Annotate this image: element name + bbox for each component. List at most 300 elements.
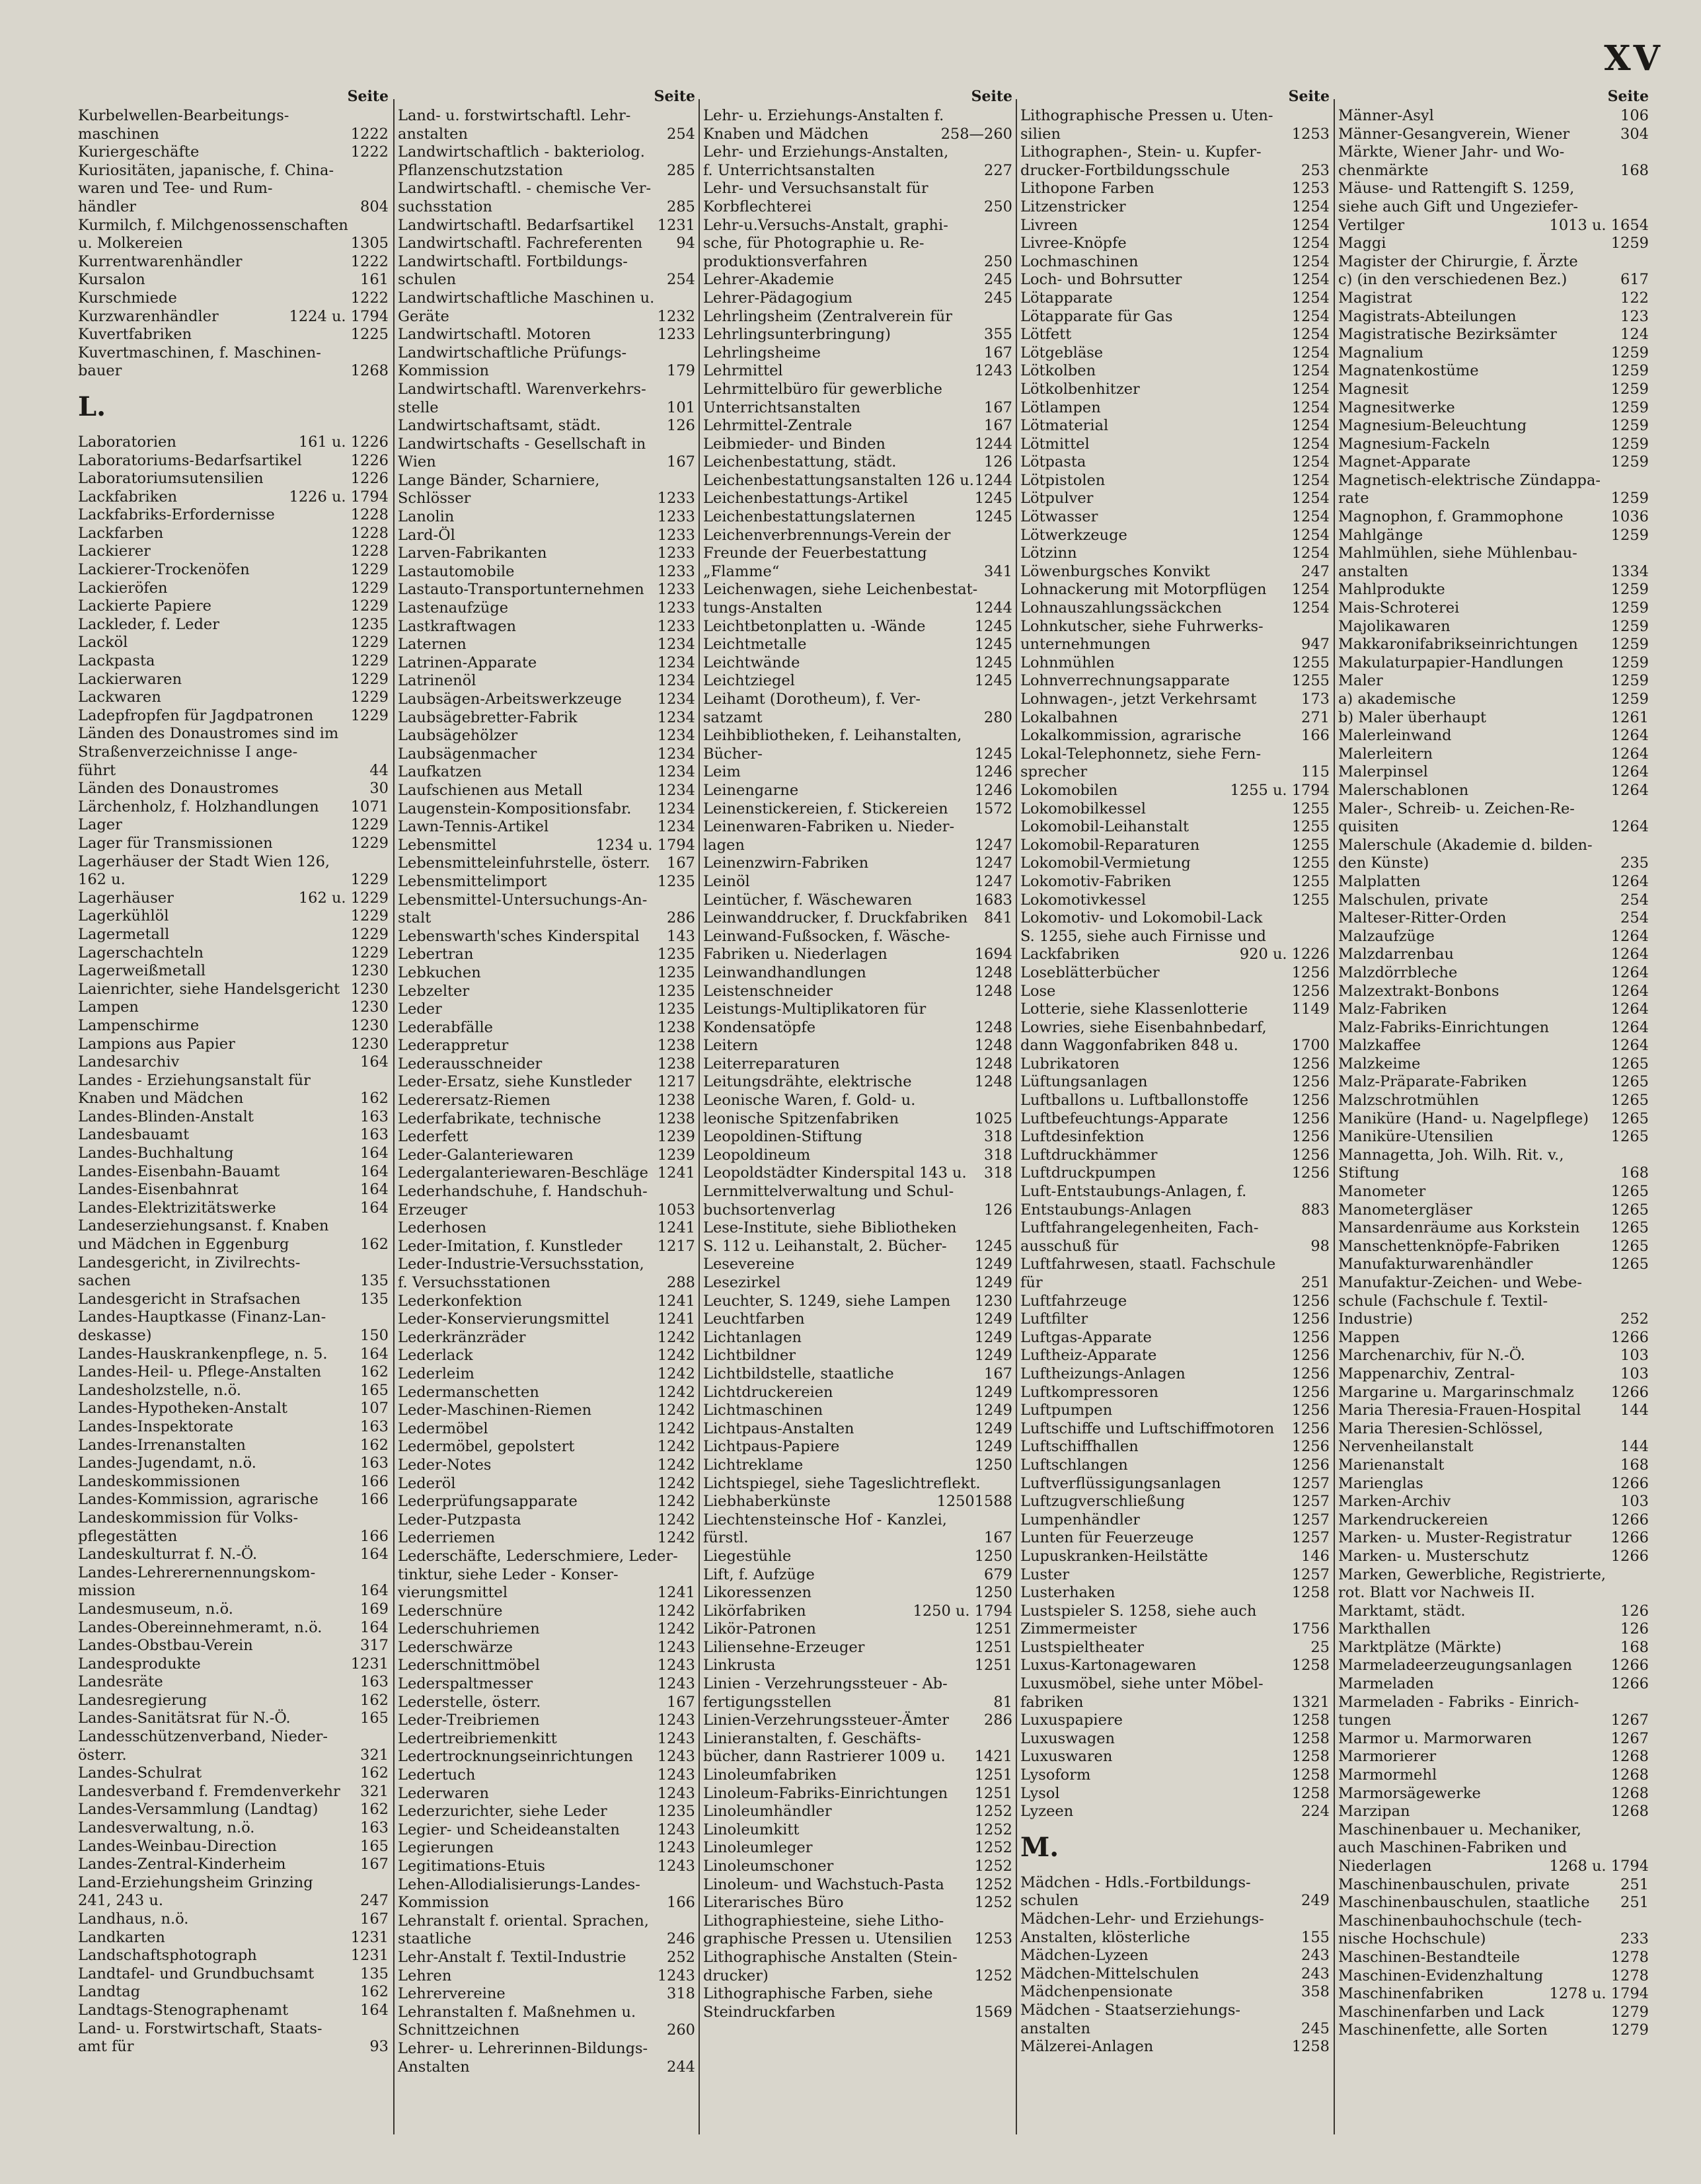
entry-term: Lochmaschinen (1020, 252, 1139, 270)
index-entry (1020, 946, 1330, 964)
entry-term: Lötpistolen (1020, 471, 1106, 489)
index-entry (78, 707, 389, 726)
entry-page-ref: 1250 (974, 1584, 1012, 1602)
entry-page-ref: 1259 (1610, 526, 1649, 544)
index-entry (1338, 344, 1649, 363)
index-entry (703, 1785, 1012, 1803)
index-entry (703, 1347, 1012, 1365)
section-letter (78, 381, 389, 433)
entry-term: Landtags-Stenographenamt (78, 2001, 289, 2019)
section-letter-text: L. (78, 391, 106, 422)
entry-term: Luftfilter (1020, 1310, 1088, 1328)
entry-term: Lötkolben (1020, 362, 1096, 380)
entry-page-ref: 883 (1301, 1201, 1330, 1219)
entry-term: Landesmuseum, n.ö. (78, 1600, 233, 1618)
index-entry (703, 618, 1012, 636)
index-entry (398, 508, 695, 527)
entry-term: Geräte (398, 307, 449, 325)
index-entry (78, 1819, 389, 1838)
entry-term: Ladepfropfen für Jagdpatronen (78, 706, 314, 724)
entry-term: Lehrmittelbüro für gewerbliche (703, 380, 942, 398)
entry-term: drucker-Fortbildungsschule (1020, 161, 1230, 179)
entry-term: Märkte, Wiener Jahr- und Wo- (1338, 143, 1565, 161)
entry-term: Marken, Gewerbliche, Registrierte, (1338, 1565, 1606, 1583)
index-entry (703, 435, 1012, 454)
entry-term: Mansardenräume aus Korkstein (1338, 1219, 1580, 1237)
entry-page-ref: 1264 (1610, 818, 1649, 836)
entry-page-ref: 162 (360, 1436, 389, 1454)
entry-page-ref: 1235 (657, 982, 695, 1000)
index-entry (1338, 1584, 1649, 1602)
index-entry (703, 1766, 1012, 1785)
entry-term: Luftzugverschließung (1020, 1493, 1186, 1511)
entry-term: u. Molkereien (78, 235, 183, 252)
entry-page-ref: 126 (1620, 1602, 1649, 1620)
entry-page-ref: 1241 (657, 1219, 695, 1237)
index-entry (1338, 1147, 1649, 1165)
index-entry (398, 1256, 695, 1274)
entry-page-ref: 1257 (1291, 1529, 1330, 1547)
entry-page-ref: 1264 (1610, 946, 1649, 963)
entry-term: Lager für Transmissionen (78, 834, 273, 852)
index-entry (398, 964, 695, 983)
entry-page-ref: 1254 (1291, 307, 1330, 325)
entry-term: und Mädchen in Eggenburg (78, 1236, 289, 1254)
index-entry (703, 672, 1012, 691)
entry-term: Lehrervereine (398, 1985, 506, 2003)
entry-page-ref: 1265 (1610, 1201, 1649, 1219)
index-entry (398, 983, 695, 1001)
index-entry (1338, 1073, 1649, 1092)
index-entry (1338, 891, 1649, 910)
entry-page-ref: 1231 (350, 1947, 389, 1965)
index-entry (1020, 2002, 1330, 2020)
index-entry (1338, 1675, 1649, 1694)
entry-term: Leopoldineum (703, 1146, 811, 1164)
entry-term: Malzdarrenbau (1338, 946, 1454, 963)
entry-page-ref: 1265 (1610, 1055, 1649, 1073)
index-entry (398, 672, 695, 691)
index-entry (1020, 1365, 1330, 1384)
entry-page-ref: 1243 (657, 1657, 695, 1675)
entry-term: Luftgas-Apparate (1020, 1328, 1152, 1346)
index-entry (1020, 1892, 1330, 1910)
entry-term: Lampenschirme (78, 1016, 200, 1034)
entry-page-ref: 233 (1620, 1930, 1649, 1948)
index-entry (1338, 180, 1649, 198)
index-entry (398, 344, 695, 363)
entry-term: Leder-Industrie-Versuchsstation, (398, 1256, 644, 1273)
entry-term: Lederstelle, österr. (398, 1693, 541, 1711)
index-column-5 (1338, 86, 1649, 2040)
entry-term: Litzenstricker (1020, 198, 1126, 215)
index-entry (1020, 1384, 1330, 1402)
entry-page-ref: 1230 (350, 1016, 389, 1034)
index-entry (78, 1053, 389, 1072)
entry-term: Lampions aus Papier (78, 1035, 235, 1053)
index-entry (398, 2040, 695, 2058)
entry-page-ref: 1258 (1291, 1729, 1330, 1747)
entry-page-ref: 1242 (657, 1456, 695, 1474)
entry-page-ref: 1234 (657, 727, 695, 745)
entry-page-ref: 227 (984, 161, 1012, 179)
entry-page-ref: 1233 (657, 545, 695, 562)
entry-term: Lötwasser (1020, 508, 1098, 526)
index-entry (1338, 271, 1649, 289)
entry-term: Markendruckereien (1338, 1511, 1488, 1528)
entry-page-ref: 1254 (1291, 271, 1330, 289)
entry-term: Lustspieltheater (1020, 1638, 1145, 1656)
entry-term: Länden des Donaustromes (78, 780, 279, 798)
entry-term: Marken- u. Musterschutz (1338, 1547, 1529, 1565)
entry-term: Lohnwagen-, jetzt Verkehrsamt (1020, 691, 1257, 708)
index-entry (398, 1876, 695, 1895)
entry-page-ref: 251 (1620, 1894, 1649, 1912)
entry-page-ref: 1228 (350, 524, 389, 542)
index-entry (398, 289, 695, 308)
entry-term: ausschuß für (1020, 1237, 1119, 1255)
entry-term: Kurzwarenhändler (78, 307, 219, 325)
entry-page-ref: 1253 (1291, 180, 1330, 198)
entry-page-ref: 1252 (974, 1803, 1012, 1821)
entry-page-ref: 144 (1620, 1438, 1649, 1456)
entry-page-ref: 1264 (1610, 745, 1649, 763)
index-entry (78, 470, 389, 488)
entry-term: Landes-Blinden-Anstalt (78, 1108, 254, 1125)
entry-page-ref: 1254 (1291, 380, 1330, 398)
index-entry (1020, 508, 1330, 527)
entry-page-ref: 30 (369, 780, 389, 798)
entry-page-ref: 103 (1620, 1493, 1649, 1511)
entry-term: Lötzinn (1020, 545, 1077, 562)
entry-term: Landwirtschaftlich - bakteriolog. (398, 143, 645, 161)
entry-term: Lötkolbenhitzer (1020, 380, 1140, 398)
entry-term: Malerpinsel (1338, 763, 1428, 781)
entry-term: silien (1020, 125, 1061, 143)
entry-term: Marmor u. Marmorwaren (1338, 1729, 1532, 1747)
entry-term: Leichtbetonplatten u. -Wände (703, 617, 926, 635)
entry-term: Latrinenöl (398, 672, 476, 690)
index-entry (78, 362, 389, 381)
entry-term: Ledermanschetten (398, 1383, 539, 1401)
entry-term: Luftschiffhallen (1020, 1438, 1139, 1456)
entry-term: Lichtanlagen (703, 1328, 802, 1346)
entry-term: Malzkaffee (1338, 1037, 1421, 1055)
entry-page-ref: 1248 (974, 1037, 1012, 1055)
entry-term: Landwirtschaftl. Warenverkehrs- (398, 380, 646, 398)
entry-page-ref: 162 (360, 1363, 389, 1381)
entry-term: Lehr-Anstalt f. Textil-Industrie (398, 1948, 626, 1966)
index-entry (1338, 1164, 1649, 1183)
entry-term: Kuriositäten, japanische, f. China- (78, 161, 334, 179)
index-entry (398, 1238, 695, 1256)
index-entry (1338, 1657, 1649, 1675)
entry-page-ref: 1238 (657, 1018, 695, 1036)
entry-page-ref: 1243 (657, 1821, 695, 1838)
entry-term: Landes-Buchhaltung (78, 1145, 234, 1162)
index-entry (78, 1163, 389, 1182)
entry-term: Legierungen (398, 1839, 494, 1857)
index-entry (703, 1219, 1012, 1238)
entry-term: Lackfabriken (1020, 946, 1120, 963)
entry-list (1338, 107, 1649, 2040)
entry-page-ref: 1264 (1610, 1000, 1649, 1018)
index-entry (398, 837, 695, 855)
index-entry (703, 1566, 1012, 1585)
entry-page-ref: 243 (1301, 1947, 1330, 1965)
entry-page-ref: 1231 (350, 1655, 389, 1673)
entry-term: Landtafel- und Grundbuchsamt (78, 1965, 315, 1982)
entry-term: Lötwerkzeuge (1020, 526, 1127, 544)
entry-term: Linieranstalten, f. Geschäfts- (703, 1729, 921, 1747)
entry-page-ref: 224 (1301, 1803, 1330, 1821)
index-entry (78, 107, 389, 126)
entry-term: Landes-Schulrat (78, 1764, 202, 1782)
entry-term: Landesräte (78, 1673, 163, 1691)
index-entry (398, 271, 695, 289)
entry-term: Mannagetta, Joh. Wilh. Rit. v., (1338, 1146, 1564, 1164)
index-entry (703, 1128, 1012, 1147)
entry-page-ref: 1242 (657, 1365, 695, 1382)
index-entry (1338, 1694, 1649, 1712)
entry-term: Fabriken u. Niederlagen (703, 946, 888, 963)
index-entry (78, 217, 389, 235)
entry-term: Landesholzstelle, n.ö. (78, 1381, 242, 1399)
entry-term: Maniküre-Utensilien (1338, 1128, 1493, 1146)
entry-page-ref: 135 (360, 1272, 389, 1290)
entry-term: Ledergalanteriewaren-Beschläge (398, 1164, 648, 1182)
entry-page-ref: 1244 (974, 471, 1012, 489)
index-entry (398, 1821, 695, 1840)
entry-term: Malzkeime (1338, 1055, 1421, 1073)
entry-term: Lastkraftwagen (398, 617, 517, 635)
entry-term: b) Maler überhaupt (1338, 708, 1487, 726)
entry-page-ref: 321 (360, 1746, 389, 1764)
index-entry (703, 162, 1012, 180)
entry-term: Linoleumschoner (703, 1858, 834, 1875)
entry-page-ref: 163 (360, 1819, 389, 1837)
entry-page-ref: 1254 (1291, 289, 1330, 307)
entry-page-ref: 101 (667, 398, 695, 416)
entry-page-ref: 1258 (1291, 1766, 1330, 1784)
index-entry (1338, 1785, 1649, 1803)
index-entry (398, 1566, 695, 1585)
entry-term: Maschinenbauschulen, staatliche (1338, 1894, 1590, 1912)
entry-term: Landwirtschaftl. Fortbildungs- (398, 252, 628, 270)
entry-term: tinktur, siehe Leder - Konser- (398, 1565, 619, 1583)
entry-page-ref: 841 (984, 909, 1012, 927)
entry-term: Leitern (703, 1037, 759, 1055)
index-entry (78, 1382, 389, 1400)
entry-term: Liegestühle (703, 1547, 792, 1565)
entry-term: S. 112 u. Leihanstalt, 2. Bücher- (703, 1237, 947, 1255)
entry-term: Lehrer-Akademie (703, 271, 835, 289)
entry-page-ref: 251 (1620, 1875, 1649, 1893)
index-entry (398, 1201, 695, 1220)
index-entry (1338, 2021, 1649, 2040)
entry-term: Malz-Fabriken (1338, 1000, 1447, 1018)
entry-page-ref: 1265 (1610, 1128, 1649, 1146)
index-entry (1338, 1912, 1649, 1931)
index-entry (703, 800, 1012, 819)
index-entry (1338, 472, 1649, 490)
entry-term: Landwirtschaftsamt, städt. (398, 417, 601, 435)
index-entry (398, 362, 695, 381)
index-entry (1338, 490, 1649, 508)
index-entry (703, 1000, 1012, 1019)
entry-term: Leinwanddrucker, f. Druckfabriken (703, 909, 968, 927)
entry-page-ref: 1252 (974, 1821, 1012, 1838)
entry-term: Lift, f. Aufzüge (703, 1565, 815, 1583)
index-entry (1338, 928, 1649, 946)
entry-term: Industrie) (1338, 1310, 1413, 1328)
entry-page-ref: 1238 (657, 1092, 695, 1110)
entry-page-ref: 1265 (1610, 1237, 1649, 1255)
entry-term: Kurrentwarenhändler (78, 252, 243, 270)
entry-term: Leichenbestattungs-Artikel (703, 490, 909, 508)
entry-page-ref: 1252 (974, 1967, 1012, 1984)
entry-page-ref: 1256 (1291, 1292, 1330, 1310)
entry-term: Land-Erziehungsheim Grinzing (78, 1873, 313, 1891)
index-entry (398, 2058, 695, 2077)
entry-term: f. Unterrichtsanstalten (703, 161, 875, 179)
index-entry (703, 235, 1012, 253)
entry-term: Anstalten, klösterliche (1020, 1928, 1190, 1946)
index-entry (78, 907, 389, 926)
index-entry (1338, 654, 1649, 673)
entry-page-ref: 122 (1620, 289, 1649, 307)
entry-term: Korbflechterei (703, 198, 812, 215)
index-entry (398, 235, 695, 253)
index-entry (78, 853, 389, 872)
entry-term: Mädchen-Lehr- und Erziehungs- (1020, 1910, 1264, 1928)
index-entry (398, 563, 695, 582)
entry-term: Magnet-Apparate (1338, 453, 1471, 471)
entry-term: Lederkonfektion (398, 1292, 522, 1310)
entry-term: Leinenzwirn-Fabriken (703, 854, 869, 872)
entry-term: Lötpulver (1020, 490, 1094, 508)
index-entry (1020, 1310, 1330, 1329)
index-entry (703, 1293, 1012, 1311)
entry-term: Leistenschneider (703, 982, 833, 1000)
entry-page-ref: 1248 (974, 1073, 1012, 1091)
index-entry (78, 1728, 389, 1747)
entry-term: „Flamme“ (703, 562, 780, 580)
entry-term: Maschinenbauschulen, private (1338, 1875, 1570, 1893)
index-entry (1020, 1785, 1330, 1803)
index-entry (78, 1236, 389, 1254)
entry-term: Mahlgänge (1338, 526, 1423, 544)
index-entry (1338, 691, 1649, 709)
entry-page-ref: 166 (360, 1472, 389, 1490)
entry-page-ref: 1256 (1291, 1438, 1330, 1456)
entry-term: Lokomotivkessel (1020, 891, 1147, 909)
entry-page-ref: 1247 (974, 872, 1012, 890)
index-entry (1020, 1694, 1330, 1712)
index-entry (1020, 472, 1330, 490)
index-entry (78, 1126, 389, 1145)
entry-page-ref: 168 (1620, 1638, 1649, 1656)
entry-page-ref: 1228 (350, 543, 389, 560)
entry-term: Lackieröfen (78, 579, 168, 597)
entry-page-ref: 1255 (1291, 836, 1330, 854)
entry-term: tungen (1338, 1712, 1392, 1729)
index-entry (1338, 545, 1649, 563)
entry-term: Landes - Erziehungsanstalt für (78, 1071, 311, 1089)
index-entry (398, 1402, 695, 1420)
entry-term: Lowries, siehe Eisenbahnbedarf, (1020, 1018, 1267, 1036)
entry-term: Magnesit (1338, 380, 1409, 398)
entry-term: Luster (1020, 1565, 1070, 1583)
entry-term: Luftschiffe und Luftschiffmotoren (1020, 1419, 1275, 1437)
entry-term: Leuchtfarben (703, 1310, 805, 1328)
index-entry (78, 506, 389, 525)
entry-term: Lederwaren (398, 1784, 489, 1802)
entry-term: Lederleim (398, 1365, 474, 1382)
entry-page-ref: 168 (1620, 161, 1649, 179)
index-entry (1020, 1657, 1330, 1675)
entry-page-ref: 1254 (1291, 435, 1330, 453)
entry-term: rate (1338, 490, 1369, 508)
entry-term: Laboratoriums-Bedarfsartikel (78, 451, 302, 469)
index-entry (1338, 709, 1649, 728)
entry-page-ref: 1257 (1291, 1474, 1330, 1492)
index-entry (703, 1493, 1012, 1511)
entry-term: Luftballons u. Luftballonstoffe (1020, 1092, 1249, 1110)
index-entry (1338, 1475, 1649, 1493)
entry-term: Luftpumpen (1020, 1402, 1113, 1419)
entry-page-ref: 1149 (1291, 1000, 1330, 1018)
entry-page-ref: 98 (1310, 1237, 1330, 1255)
entry-page-ref: 318 (984, 1164, 1012, 1182)
entry-term: Maschinenbauhochschule (tech- (1338, 1912, 1582, 1930)
entry-page-ref: 1255 (1291, 800, 1330, 817)
entry-term: Maschinen-Bestandteile (1338, 1948, 1520, 1966)
entry-term: Lumpenhändler (1020, 1511, 1141, 1528)
entry-term: Lackierte Papiere (78, 597, 211, 615)
entry-term: Landeskommission für Volks- (78, 1509, 299, 1526)
entry-page-ref: 166 (360, 1527, 389, 1545)
entry-page-ref: 103 (1620, 1365, 1649, 1382)
index-entry (398, 1347, 695, 1365)
entry-page-ref: 1249 (974, 1310, 1012, 1328)
entry-term: Lanolin (398, 508, 455, 526)
entry-page-ref: 1246 (974, 781, 1012, 799)
entry-page-ref: 126 (984, 453, 1012, 471)
entry-term: Stiftung (1338, 1164, 1400, 1182)
entry-page-ref: 1242 (657, 1328, 695, 1346)
entry-page-ref: 1243 (657, 1839, 695, 1857)
entry-page-ref: 1252 (974, 1894, 1012, 1912)
entry-term: Linoleumkitt (703, 1821, 800, 1838)
entry-term: Linien-Verzehrungssteuer-Ämter (703, 1712, 949, 1729)
entry-term: Marken-Archiv (1338, 1493, 1451, 1511)
index-entry (398, 1019, 695, 1037)
index-entry (1020, 417, 1330, 435)
entry-term: buchsortenverlag (703, 1201, 836, 1219)
index-entry (1020, 800, 1330, 819)
entry-term: Lehen-Allodialisierungs-Landes- (398, 1875, 640, 1893)
entry-page-ref: 1268 (1610, 1803, 1649, 1821)
entry-term: Leder-Konservierungsmittel (398, 1310, 610, 1328)
index-entry (398, 1766, 695, 1785)
entry-term: Laubsägehölzer (398, 727, 518, 745)
index-entry (1338, 1019, 1649, 1037)
entry-page-ref: 1229 (350, 925, 389, 943)
index-entry (1020, 1329, 1330, 1347)
index-entry (1338, 745, 1649, 764)
entry-term: Lebzelter (398, 982, 470, 1000)
